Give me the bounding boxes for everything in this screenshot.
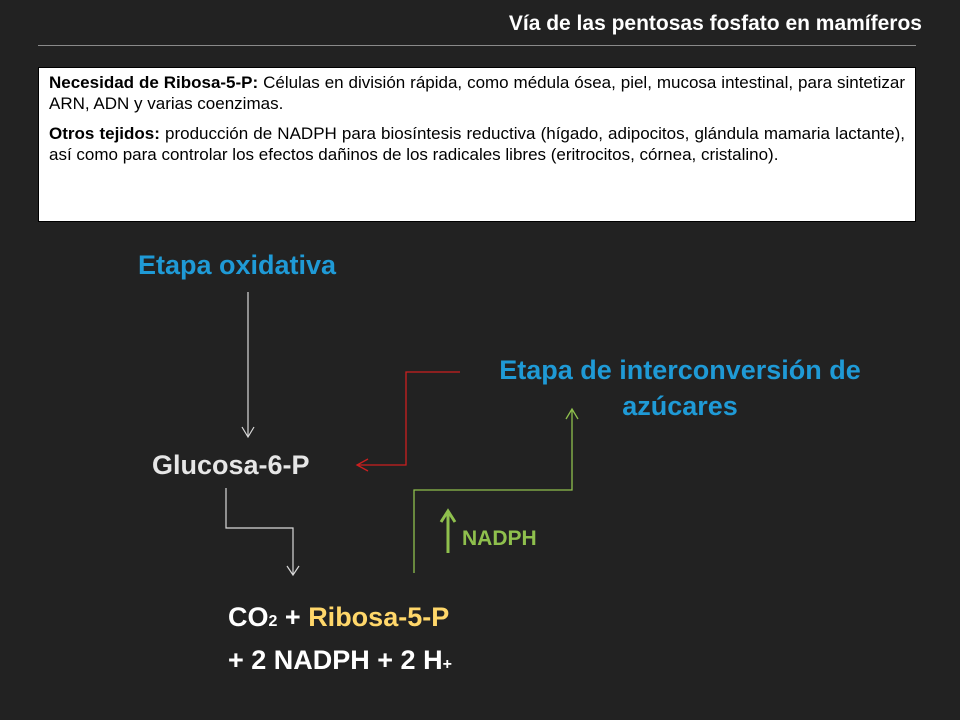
plus-sign: + xyxy=(277,602,309,632)
arrow-glucose-to-products xyxy=(226,488,299,575)
page-title: Vía de las pentosas fosfato en mamíferos xyxy=(508,12,922,35)
info-text-ribose: Células en división rápida, como médula ósea, piel, mucosa intestinal, para sintetizar ARN, ADN y varias coenzimas. xyxy=(49,73,906,113)
info-text-tissues: producción de NADPH para biosíntesis reductiva (hígado, adipocitos, glándula mamaria lactante), así como para controlar los efectos dañinos de los radicales libres (eritrocitos, córnea, cristalino). xyxy=(49,124,905,164)
arrow-interconversion-to-glucose xyxy=(357,372,460,471)
interconversion-stage-line1: Etapa de interconversión de xyxy=(499,355,861,385)
co2-subscript: 2 xyxy=(268,613,278,630)
info-label-ribose: Necesidad de Ribosa-5-P: xyxy=(49,73,259,92)
nadph-up-arrow-icon xyxy=(441,511,455,553)
h-plus-superscript: + xyxy=(442,656,452,673)
info-label-tissues: Otros tejidos: xyxy=(49,124,160,143)
interconversion-stage-line2: azúcares xyxy=(622,391,738,421)
nadph-h-text: + 2 NADPH + 2 H xyxy=(228,645,443,675)
nadph-label: NADPH xyxy=(462,527,537,550)
oxidative-stage-label: Etapa oxidativa xyxy=(138,250,337,280)
arrow-products-to-interconversion xyxy=(414,409,578,573)
co2-text: CO xyxy=(228,602,269,632)
ribose-5-p-text: Ribosa-5-P xyxy=(308,602,450,632)
arrow-oxidative-to-glucose xyxy=(242,292,254,437)
glucose-6-p-label: Glucosa-6-P xyxy=(152,450,310,480)
